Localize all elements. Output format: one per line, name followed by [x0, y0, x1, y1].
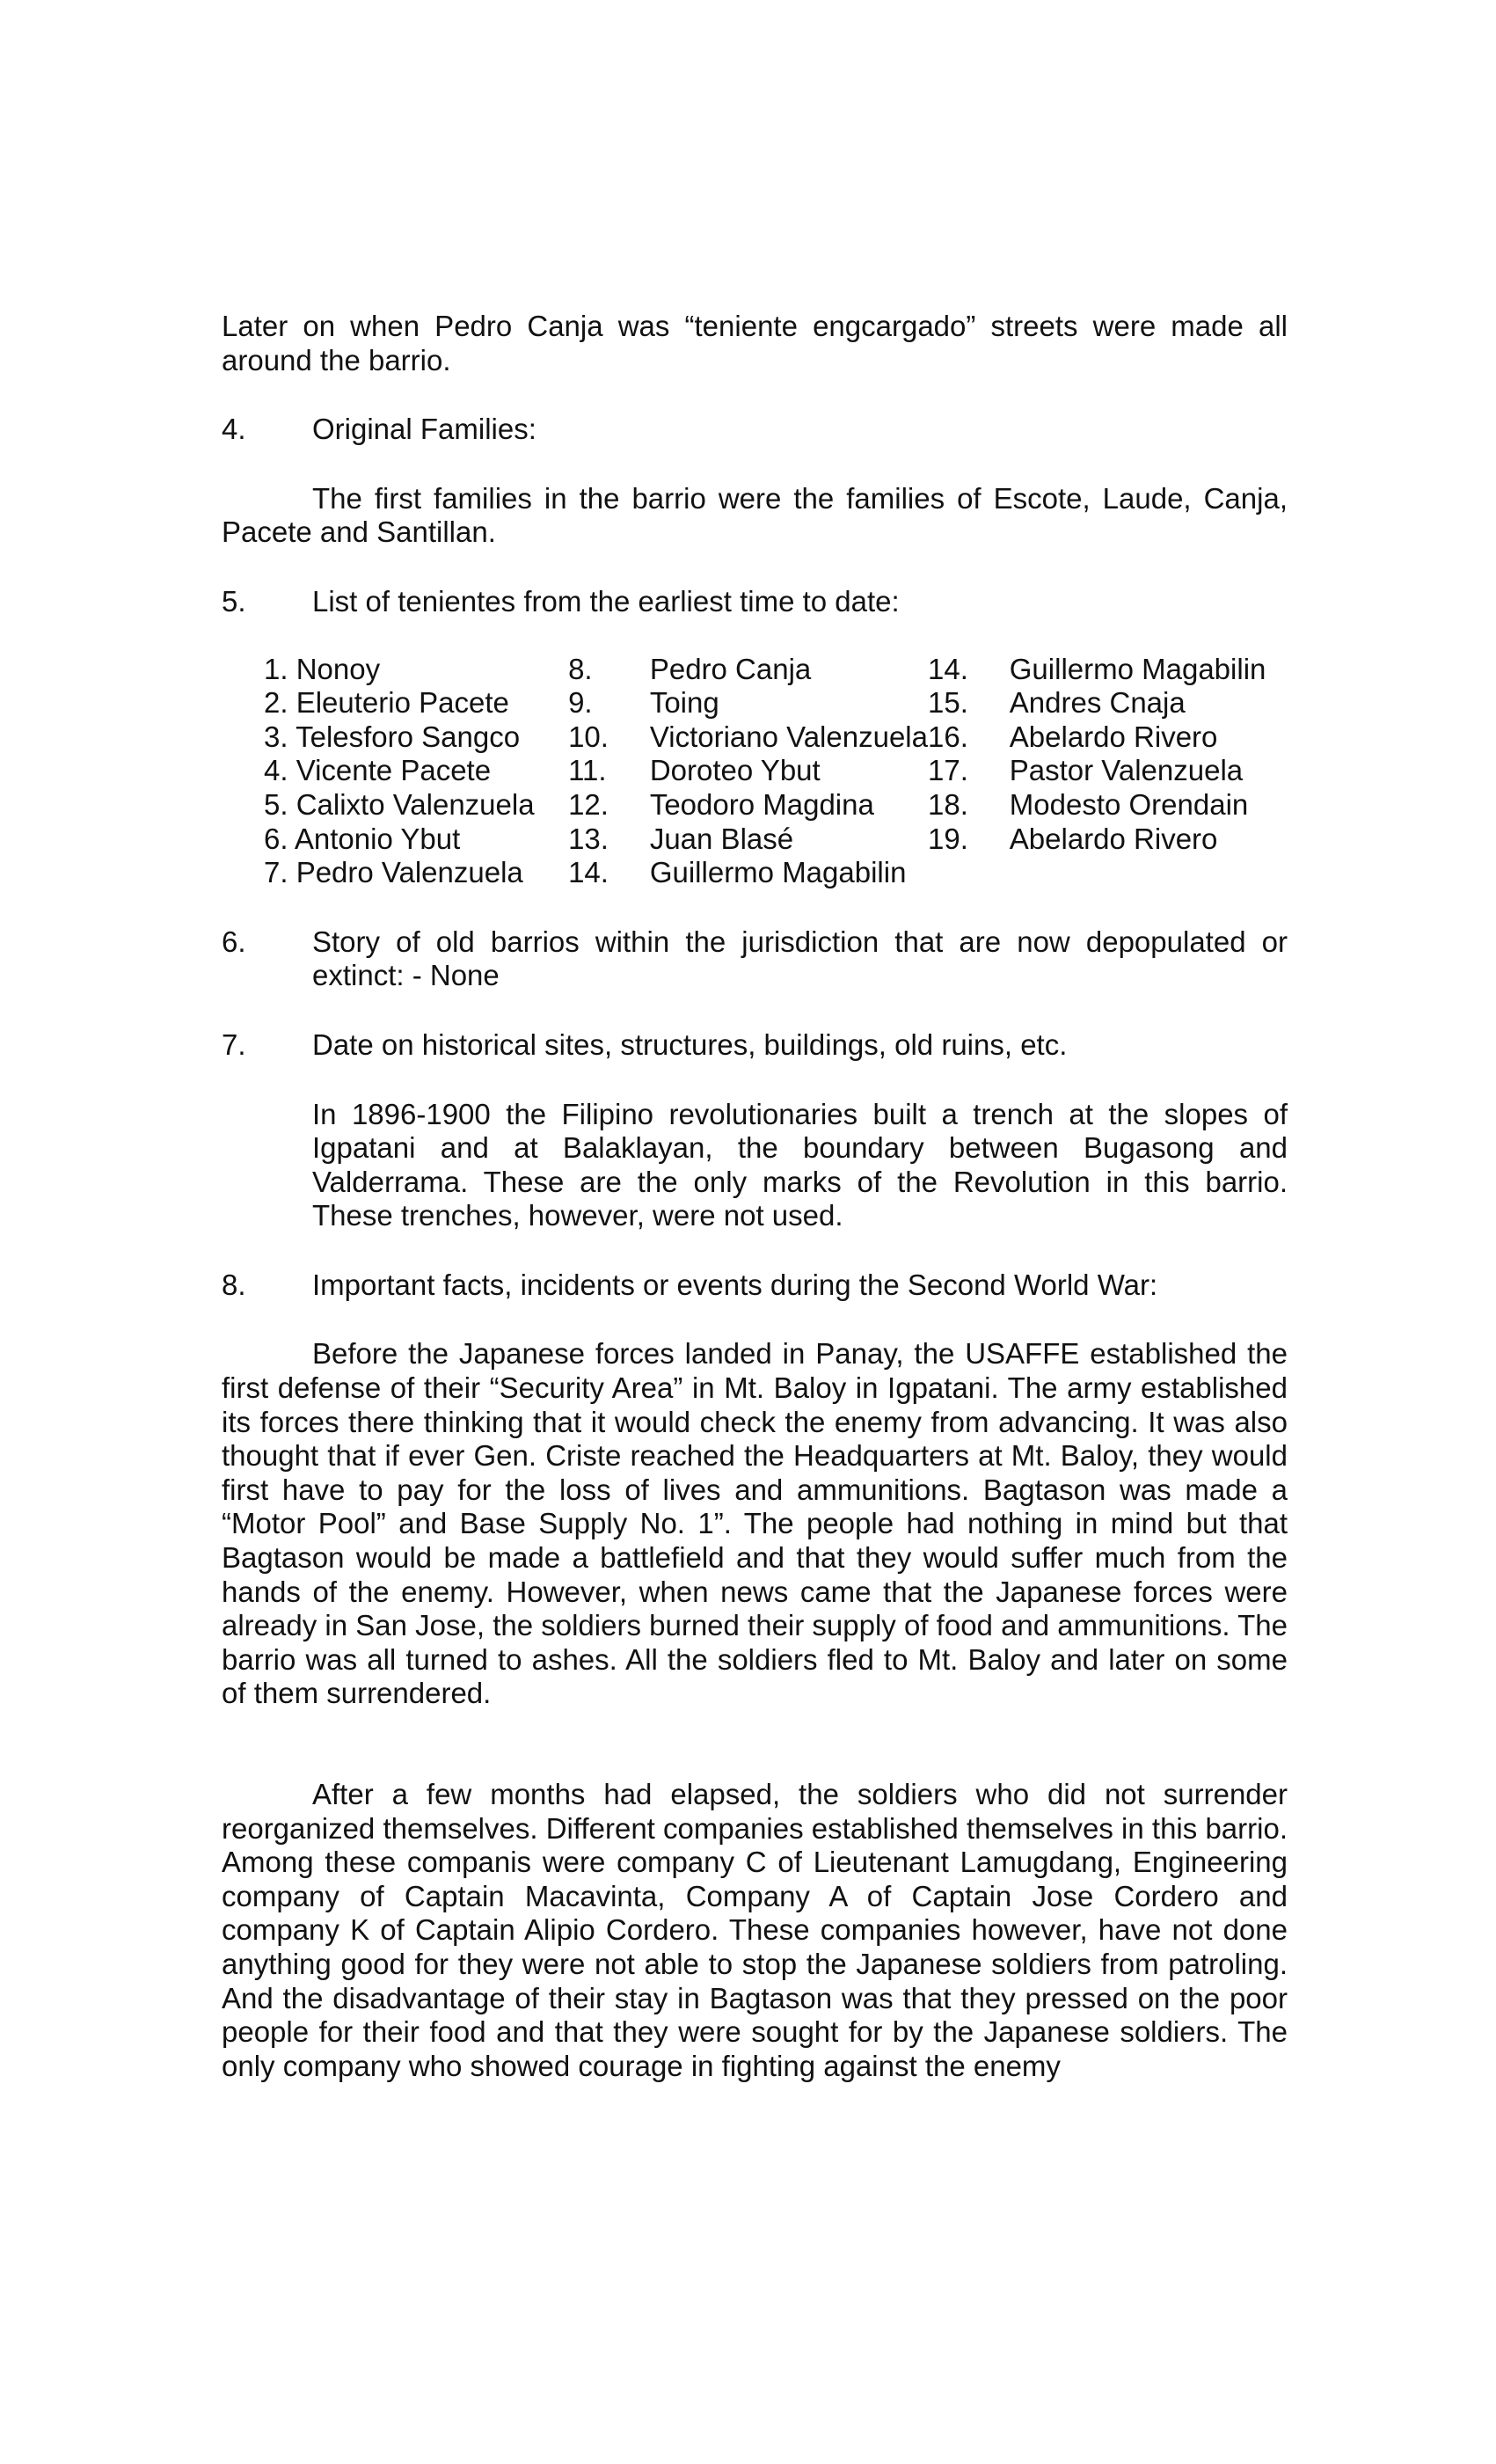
teniente-name-col3	[1010, 856, 1288, 890]
section-8-title: Important facts, incidents or events during the Second World War:	[312, 1268, 1158, 1301]
teniente-name-col2: Juan Blasé	[649, 822, 794, 855]
section-6-heading	[222, 925, 1288, 993]
section-4-number: 4.	[222, 413, 246, 446]
section-8-heading	[222, 1269, 1288, 1303]
teniente-number-col2: 10.	[568, 720, 609, 753]
teniente-name-col3: Modesto Orendain	[1009, 787, 1249, 821]
teniente-number-col2: 14.	[568, 856, 609, 889]
section-6-title: Story of old barrios within the jurisdiction that are now depopulated or extinct: - None	[312, 925, 1288, 992]
section-7-title: Date on historical sites, structures, buildings, old ruins, etc.	[312, 1027, 1068, 1061]
teniente-name-col3: Abelardo Rivero	[1009, 822, 1218, 855]
teniente-name-col3: Abelardo Rivero	[1009, 720, 1218, 753]
section-8-number: 8.	[222, 1268, 246, 1301]
teniente-number-col3	[928, 856, 1010, 890]
section-4-title: Original Families:	[312, 413, 536, 446]
teniente-name-col3: Andres Cnaja	[1009, 686, 1186, 720]
document-page	[222, 310, 1288, 2083]
teniente-number-col2: 9.	[568, 686, 593, 720]
teniente-number-col2: 12.	[568, 787, 609, 821]
section-4-paragraph: The first families in the barrio were the families of Escote, Laude, Canja, Pacete and Santillan.	[222, 481, 1288, 549]
teniente-name-col1: 3. Telesforo Sangco	[264, 720, 521, 753]
teniente-name-col2: Victoriano Valenzuela	[649, 720, 928, 753]
teniente-name-col1: 2. Eleuterio Pacete	[264, 686, 509, 720]
section-8-paragraph-1: Before the Japanese forces landed in Panay, the USAFFE established the first defense of their “Security Area” in Mt. Baloy in Igpatani. The army established its forces there thinking that it would check the enemy from advancing. It was also thought that if ever Gen. Criste reached the Headquarters at Mt. Baloy, they would first have to pay for the loss of lives and ammunitions. Bagtason was made a “Motor Pool” and Base Supply No. 1”. The people had nothing in mind but that Bagtason would be made a battlefield and that they would suffer much from the hands of the enemy. However, when news came that the Japanese forces were already in San Jose, the soldiers burned their supply of food and ammunitions. The barrio was all turned to ashes. All the soldiers fled to Mt. Baloy and later on some of them surrendered.	[222, 1337, 1288, 1710]
section-5-title: List of tenientes from the earliest time to date:	[312, 584, 900, 618]
teniente-number-col2: 11.	[568, 754, 607, 787]
teniente-number-col3: 16.	[928, 720, 968, 753]
teniente-row	[264, 788, 1288, 823]
section-7-number: 7.	[222, 1027, 246, 1061]
teniente-name-col1: 6. Antonio Ybut	[264, 822, 461, 855]
teniente-number-col3: 17.	[928, 754, 968, 787]
teniente-row	[264, 754, 1288, 788]
teniente-row	[264, 720, 1288, 755]
teniente-name-col2: Pedro Canja	[649, 652, 812, 685]
section-8-paragraph-2: After a few months had elapsed, the soldiers who did not surrender reorganized themselves. Different companies established themselves in this barrio. Among these companis were company C of Lieutenant Lamugdang, Engineering company of Captain Macavinta, Company A of Captain Jose Cordero and company K of Captain Alipio Cordero. These companies however, have not done anything good for they were not able to stop the Japanese soldiers from patroling. And the disadvantage of their stay in Bagtason was that they pressed on the poor people for their food and that they were sought for by the Japanese soldiers. The only company who showed courage in fighting against the enemy	[222, 1778, 1288, 2082]
section-7-heading	[222, 1028, 1288, 1063]
teniente-number-col3: 19.	[928, 822, 968, 855]
teniente-name-col3: Pastor Valenzuela	[1009, 754, 1244, 787]
section-5-heading	[222, 585, 1288, 619]
teniente-name-col2: Guillermo Magabilin	[649, 856, 907, 889]
teniente-number-col3: 14.	[928, 652, 968, 685]
tenientes-list	[264, 653, 1288, 890]
intro-paragraph: Later on when Pedro Canja was “teniente engcargado” streets were made all around the barrio.	[222, 310, 1288, 377]
teniente-row	[264, 686, 1288, 720]
teniente-name-col2: Teodoro Magdina	[649, 787, 874, 821]
teniente-number-col2: 13.	[568, 822, 609, 855]
teniente-name-col1: 4. Vicente Pacete	[264, 754, 492, 787]
teniente-name-col3: Guillermo Magabilin	[1009, 652, 1266, 685]
teniente-name-col2: Toing	[649, 686, 719, 720]
section-4-heading	[222, 413, 1288, 447]
teniente-name-col1: 7. Pedro Valenzuela	[264, 856, 523, 889]
teniente-row	[264, 856, 1288, 890]
teniente-row	[264, 653, 1288, 687]
section-7-paragraph: In 1896-1900 the Filipino revolutionaries built a trench at the slopes of Igpatani and at Balaklayan, the boundary between Bugasong and Valderrama. These are the only marks of the Revolution in this barrio. These trenches, however, were not used.	[312, 1097, 1288, 1232]
section-5-number: 5.	[222, 584, 246, 618]
teniente-name-col1: 5. Calixto Valenzuela	[264, 787, 535, 821]
teniente-name-col2: Doroteo Ybut	[649, 754, 821, 787]
teniente-number-col3: 18.	[928, 787, 968, 821]
teniente-name-col1: 1. Nonoy	[264, 652, 381, 685]
section-6-number: 6.	[222, 925, 246, 958]
teniente-number-col3: 15.	[928, 686, 968, 720]
teniente-row	[264, 823, 1288, 857]
teniente-number-col2: 8.	[568, 652, 593, 685]
